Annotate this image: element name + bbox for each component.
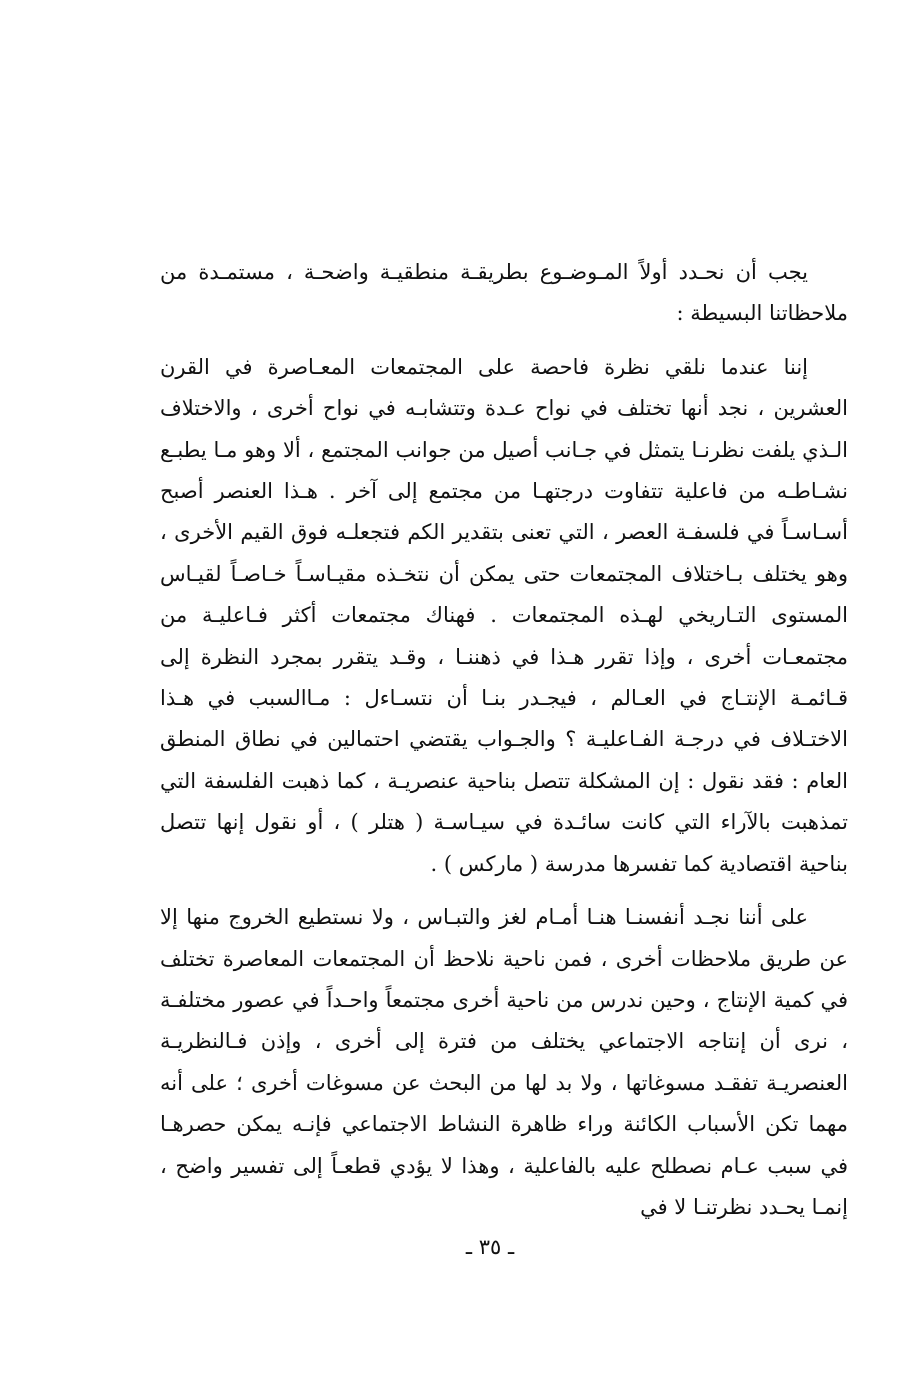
body-text [160, 252, 848, 1228]
paragraph-2: إننا عندما نلقي نظرة فاحصة على المجتمعات المعـاصرة في القرن العشرين ، نجد أنها تختلف في نواح عـدة وتتشابـه في نواح أخرى ، والاختلاف الـذي يلفت نظرنـا يتمثل في جـانب أصيل من جوانب المجتمع ، ألا وهو مـا يطبـع نشـاطـه من فاعلية تتفاوت درجتهـا من مجتمع إلى آخر . هـذا العنصر أصبح أسـاسـاً في فلسفـة العصر ، التي تعنى بتقدير الكم فتجعلـه فوق القيم الأخرى ، وهو يختلف بـاختلاف المجتمعات حتى يمكن أن نتخـذه مقيـاسـاً خـاصـاً لقيـاس المستوى التـاريخي لهـذه المجتمعات . فهناك مجتمعات أكثر فـاعليـة من مجتمعـات أخرى ، وإذا تقرر هـذا في ذهننـا ، وقـد يتقرر بمجرد النظرة إلى قـائمـة الإنتـاج في العـالم ، فيجـدر بنـا أن نتسـاءل : مـاالسبب في هـذا الاختـلاف في درجـة الفـاعليـة ؟ والجـواب يقتضي احتمالين في نطاق المنطق العام : فقد نقول : إن المشكلة تتصل بناحية عنصريـة ، كما ذهبت الفلسفة التي تمذهبت بالآراء التي كانت سائـدة في سيـاسـة ( هتلر ) ، أو نقول إنها تتصل بناحية اقتصادية كما تفسرها مدرسة ( ماركس ) . [160, 354, 848, 876]
paragraph-3: على أننا نجـد أنفسنـا هنـا أمـام لغز والتبـاس ، ولا نستطيع الخروج منها إلا عن طريق ملاحظات أخرى ، فمن ناحية نلاحظ أن المجتمعات المعاصرة تختلف في كمية الإنتاج ، وحين ندرس من ناحية أخرى مجتمعاً واحـداً في عصور مختلفـة ، نرى أن إنتاجه الاجتماعي يختلف من فترة إلى أخرى ، وإذن فـالنظريـة العنصريـة تفقـد مسوغاتها ، ولا بد لها من البحث عن مسوغات أخرى ؛ على أنه مهما تكن الأسباب الكائنة وراء ظاهرة النشاط الاجتماعي فإنـه يمكن حصرهـا في سبب عـام نصطلح عليه بالفاعلية ، وهذا لا يؤدي قطعـاً إلى تفسير واضح ، إنمـا يحـدد نظرتنـا لا في [160, 905, 848, 1219]
page-number: ـ ٣٥ ـ [465, 1235, 515, 1259]
paragraph-1: يجب أن نحـدد أولاً المـوضـوع بطريقـة منطقيـة واضحـة ، مستمـدة من ملاحظاتنا البسيطة : [160, 260, 848, 326]
